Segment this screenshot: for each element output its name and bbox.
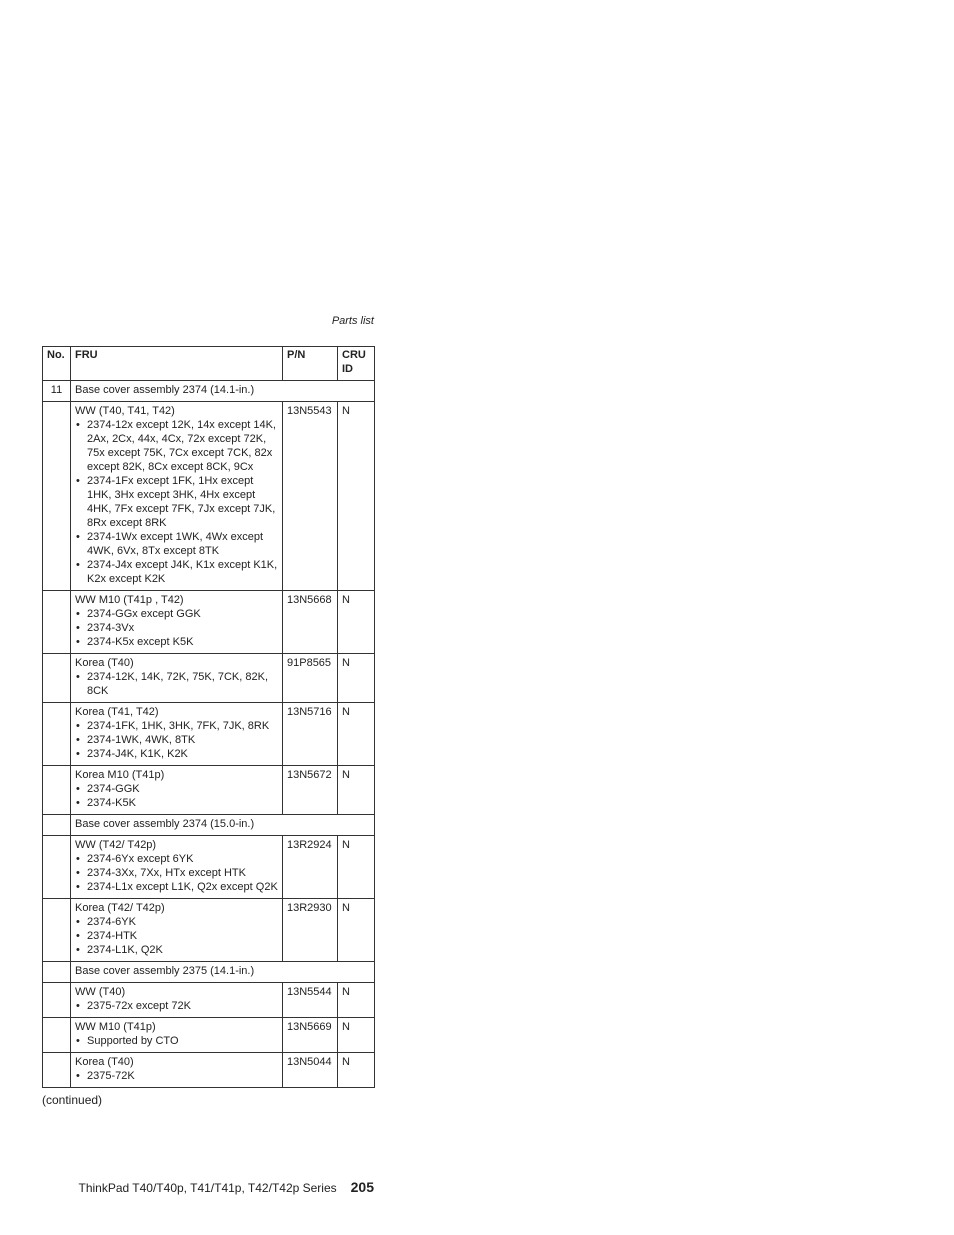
cru-id: N: [338, 703, 375, 766]
table-row: [43, 1053, 375, 1088]
item-number-blank: [43, 654, 71, 703]
item-number-blank: [43, 766, 71, 815]
cru-id: N: [338, 402, 375, 591]
cru-id: N: [338, 836, 375, 899]
list-item: • 2374-1FK, 1HK, 3HK, 7FK, 7JK, 8RK: [75, 719, 278, 733]
list-item: • 2374-1Wx except 1WK, 4Wx except 4WK, 6Vx, 8Tx except 8TK: [75, 530, 278, 558]
header-cru: CRU ID: [338, 347, 375, 381]
fru-title: WW M10 (T41p): [75, 1021, 156, 1033]
footer-series: ThinkPad T40/T40p, T41/T41p, T42/T42p Series: [78, 1181, 337, 1195]
list-item: • 2374-HTK: [75, 929, 278, 943]
fru-cell: [71, 766, 283, 815]
list-item: • 2375-72K: [75, 1069, 278, 1083]
table-row: [43, 402, 375, 591]
item-number-blank: [43, 1053, 71, 1088]
fru-cell: [71, 591, 283, 654]
fru-cell: [71, 703, 283, 766]
fru-model-list: [75, 418, 278, 586]
fru-model-list: [75, 1069, 278, 1083]
part-number: 13N5672: [283, 766, 338, 815]
section-header: Parts list: [331, 315, 374, 327]
list-item: • 2374-3Vx: [75, 621, 278, 635]
fru-model-list: [75, 607, 278, 649]
list-item: • 2374-J4K, K1K, K2K: [75, 747, 278, 761]
cru-id: N: [338, 591, 375, 654]
fru-cell: [71, 1018, 283, 1053]
fru-title: WW M10 (T41p , T42): [75, 594, 184, 606]
table-row: [43, 703, 375, 766]
table-row: [43, 899, 375, 962]
group-title: Base cover assembly 2374 (15.0-in.): [71, 815, 375, 836]
cru-id: N: [338, 1053, 375, 1088]
fru-cell: [71, 1053, 283, 1088]
part-number: 13R2930: [283, 899, 338, 962]
list-item: • 2374-6Yx except 6YK: [75, 852, 278, 866]
part-number: 13R2924: [283, 836, 338, 899]
fru-title: Korea (T40): [75, 657, 134, 669]
item-number-blank: [43, 703, 71, 766]
list-item: • 2374-12K, 14K, 72K, 75K, 7CK, 82K, 8CK: [75, 670, 278, 698]
fru-title: Korea (T42/ T42p): [75, 902, 165, 914]
part-number: 13N5668: [283, 591, 338, 654]
item-number-blank: [43, 983, 71, 1018]
part-number: 13N5044: [283, 1053, 338, 1088]
fru-model-list: [75, 719, 278, 761]
fru-title: Korea M10 (T41p): [75, 769, 165, 781]
item-number-blank: [43, 815, 71, 836]
cru-id: N: [338, 654, 375, 703]
group-title: Base cover assembly 2375 (14.1-in.): [71, 962, 375, 983]
item-number-blank: [43, 836, 71, 899]
fru-cell: [71, 836, 283, 899]
list-item: • 2374-K5x except K5K: [75, 635, 278, 649]
list-item: • 2374-GGK: [75, 782, 278, 796]
cru-id: N: [338, 899, 375, 962]
list-item: • 2374-3Xx, 7Xx, HTx except HTK: [75, 866, 278, 880]
fru-cell: [71, 899, 283, 962]
table-row: [43, 983, 375, 1018]
cru-id: N: [338, 1018, 375, 1053]
list-item: • 2375-72x except 72K: [75, 999, 278, 1013]
item-number: 11: [43, 381, 71, 402]
fru-title: WW (T40, T41, T42): [75, 405, 175, 417]
header-pn: P/N: [283, 347, 338, 381]
fru-title: WW (T40): [75, 986, 126, 998]
parts-table-body: [43, 381, 375, 1088]
list-item: • 2374-L1K, Q2K: [75, 943, 278, 957]
list-item: • 2374-1WK, 4WK, 8TK: [75, 733, 278, 747]
table-row: [43, 1018, 375, 1053]
item-number-blank: [43, 402, 71, 591]
list-item: • 2374-12x except 12K, 14x except 14K, 2Ax, 2Cx, 44x, 4Cx, 72x except 72K, 75x except 75K, 7Cx except 7CK, 82x except 82K, 8Cx except 8CK, 9Cx: [75, 418, 278, 474]
item-number-blank: [43, 962, 71, 983]
header-no: No.: [43, 347, 71, 381]
fru-model-list: [75, 782, 278, 810]
list-item: • 2374-1Fx except 1FK, 1Hx except 1HK, 3Hx except 3HK, 4Hx except 4HK, 7Fx except 7FK, 7Jx except 7JK, 8Rx except 8RK: [75, 474, 278, 530]
cru-id: N: [338, 983, 375, 1018]
fru-cell: [71, 402, 283, 591]
fru-cell: [71, 983, 283, 1018]
table-header-row: [43, 347, 375, 381]
continued-note: (continued): [42, 1093, 103, 1107]
list-item: • 2374-L1x except L1K, Q2x except Q2K: [75, 880, 278, 894]
fru-title: Korea (T40): [75, 1056, 134, 1068]
table-row: [43, 836, 375, 899]
fru-model-list: [75, 852, 278, 894]
group-title-row: [43, 962, 375, 983]
part-number: 91P8565: [283, 654, 338, 703]
item-number-blank: [43, 899, 71, 962]
list-item: • 2374-K5K: [75, 796, 278, 810]
part-number: 13N5544: [283, 983, 338, 1018]
page-footer: [60, 1179, 374, 1195]
fru-model-list: [75, 999, 278, 1013]
part-number: 13N5716: [283, 703, 338, 766]
group-title-row: [43, 815, 375, 836]
table-row: [43, 654, 375, 703]
fru-title: WW (T42/ T42p): [75, 839, 157, 851]
item-number-blank: [43, 1018, 71, 1053]
group-title-row: [43, 381, 375, 402]
cru-id: N: [338, 766, 375, 815]
list-item: • Supported by CTO: [75, 1034, 278, 1048]
part-number: 13N5543: [283, 402, 338, 591]
part-number: 13N5669: [283, 1018, 338, 1053]
fru-cell: [71, 654, 283, 703]
list-item: • 2374-GGx except GGK: [75, 607, 278, 621]
fru-model-list: [75, 915, 278, 957]
fru-model-list: [75, 1034, 278, 1048]
list-item: • 2374-J4x except J4K, K1x except K1K, K2x except K2K: [75, 558, 278, 586]
group-title: Base cover assembly 2374 (14.1-in.): [71, 381, 375, 402]
table-row: [43, 766, 375, 815]
parts-table: [42, 346, 375, 1088]
fru-model-list: [75, 670, 278, 698]
fru-title: Korea (T41, T42): [75, 706, 159, 718]
header-fru: FRU: [71, 347, 283, 381]
page-number: 205: [350, 1179, 374, 1195]
item-number-blank: [43, 591, 71, 654]
list-item: • 2374-6YK: [75, 915, 278, 929]
table-row: [43, 591, 375, 654]
